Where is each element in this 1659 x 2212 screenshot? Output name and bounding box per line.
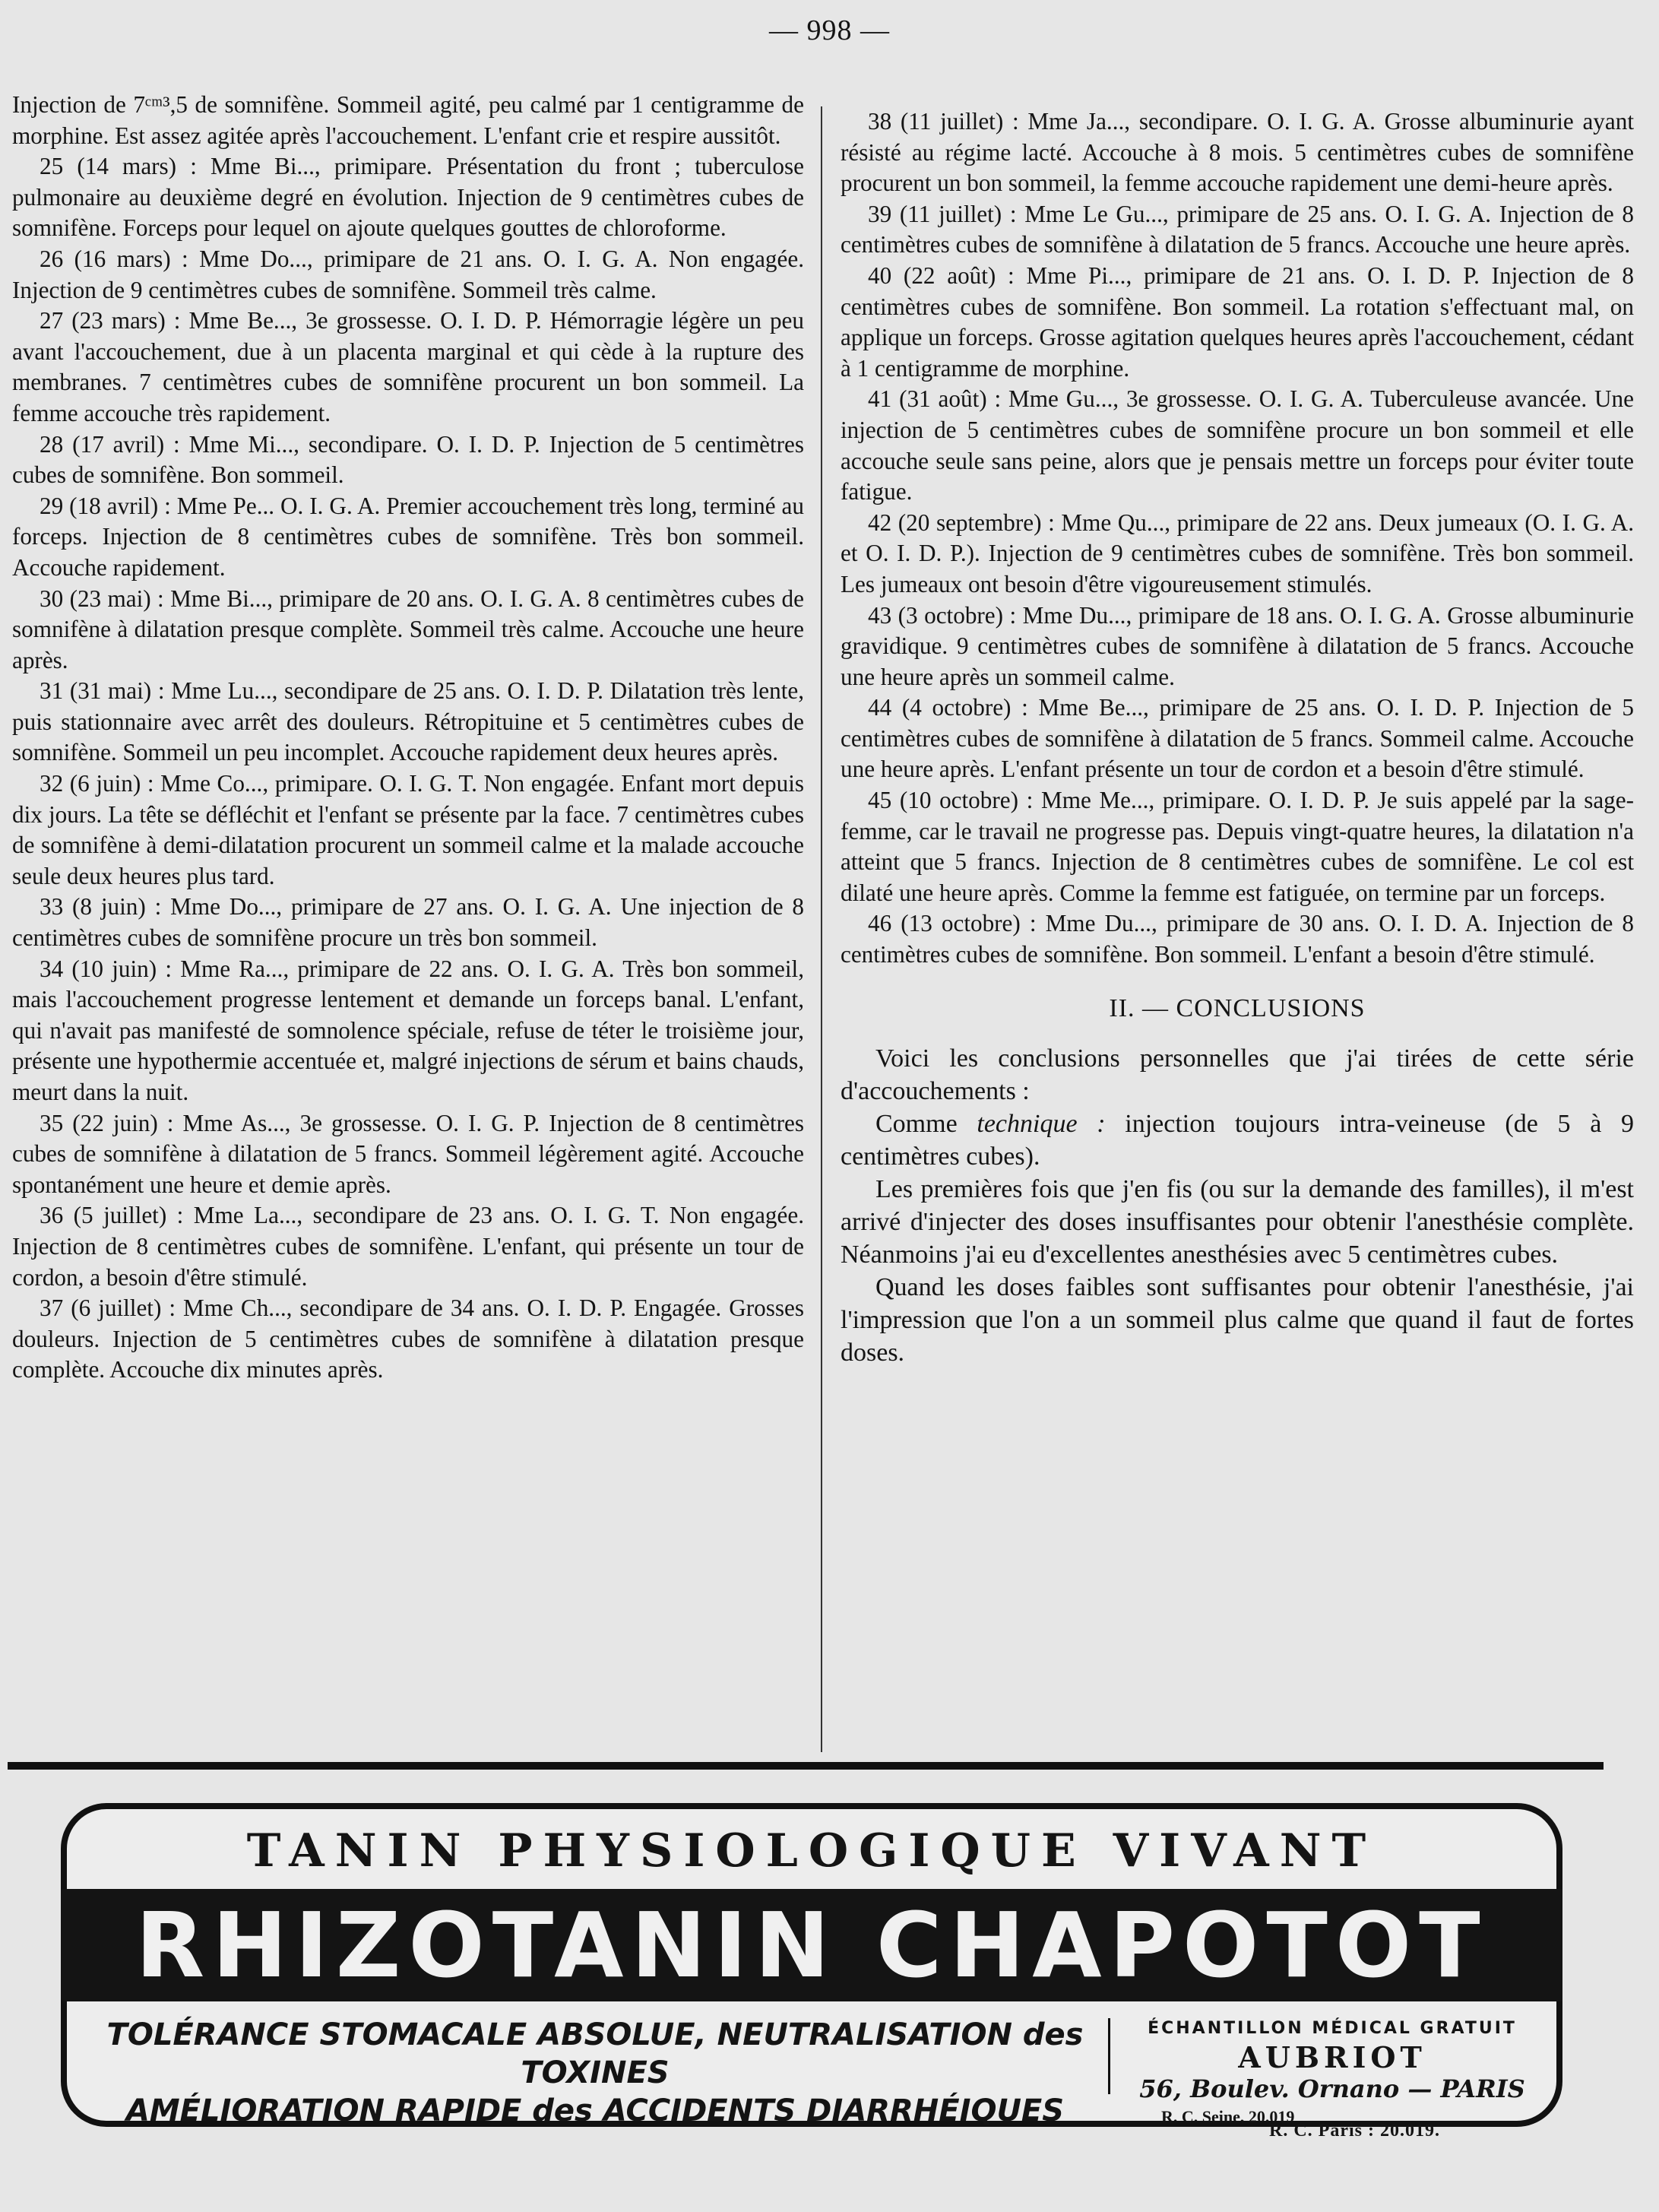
case-paragraph: 32 (6 juin) : Mme Co..., primipare. O. I. G. T. Non engagée. Enfant mort depuis dix jours. La tête se défléchit et l'enfant se présente par la face. 7 centimètres cubes de somnifène à demi-dilatation procurent un sommeil calme et la malade accouche seule deux heures plus tard.: [12, 770, 804, 889]
ad-company: AUBRIOT: [1238, 2040, 1426, 2074]
case-paragraph: 30 (23 mai) : Mme Bi..., primipare de 20 ans. O. I. G. A. 8 centimètres cubes de somnifène à dilatation presque complète. Sommeil très calme. Accouche une heure après.: [12, 585, 804, 673]
case-paragraph: 37 (6 juillet) : Mme Ch..., secondipare de 34 ans. O. I. D. P. Engagée. Grosses douleurs. Injection de 5 centimètres cubes de somnifène à dilatation presque complète. Accouche dix minutes après.: [12, 1295, 804, 1383]
ad-address: 56, Boulev. Ornano — PARIS: [1139, 2074, 1525, 2103]
ad-product-name: RHIZOTANIN CHAPOTOT: [61, 1889, 1562, 2001]
case-paragraph: 36 (5 juillet) : Mme La..., secondipare de 23 ans. O. I. G. T. Non engagée. Injection de 8 centimètres cubes de somnifène. L'enfant, qui présente un tour de cordon, a besoin d'être stimulé.: [12, 1202, 804, 1291]
case-paragraph: 26 (16 mars) : Mme Do..., primipare de 21 ans. O. I. G. A. Non engagée. Injection de 9 centimètres cubes de somnifène. Sommeil très calme.: [12, 245, 804, 303]
conclusion-paragraph: Les premières fois que j'en fis (ou sur la demande des familles), il m'est arrivé d'injecter des doses insuffisantes pour obtenir l'anesthésie complète. Néanmoins j'ai eu d'excellentes anesthésies avec 5 centimètres cubes.: [841, 1175, 1634, 1269]
ad-contact: [1119, 2016, 1545, 2104]
case-paragraph: 41 (31 août) : Mme Gu..., 3e grossesse. O. I. G. A. Tuberculeuse avancée. Une injection de 5 centimètres cubes de somnifène procure un bon sommeil et elle accouche seule sans peine, alors que je pensais mettre un forceps pour éviter toute fatigue.: [841, 385, 1634, 505]
case-paragraph: 27 (23 mars) : Mme Be..., 3e grossesse. O. I. D. P. Hémorragie légère un peu avant l'accouchement, due à un placenta marginal et qui cède à la rupture des membranes. 7 centimètres cubes de somnifène procurent un bon sommeil. La femme accouche très rapidement.: [12, 307, 804, 426]
ad-registration-paris: R. C. Paris : 20.019.: [1269, 2121, 1440, 2141]
ad-sample-offer: ÉCHANTILLON MÉDICAL GRATUIT: [1148, 2019, 1517, 2038]
conclusion-paragraph: Voici les conclusions personnelles que j'ai tirées de cette série d'accouchements :: [841, 1044, 1634, 1106]
case-paragraph: 35 (22 juin) : Mme As..., 3e grossesse. O. I. G. P. Injection de 8 centimètres cubes de somnifène à dilatation de 5 francs. Sommeil légèrement agité. Accouche spontanément une heure et demie après.: [12, 1109, 804, 1198]
case-paragraph: 28 (17 avril) : Mme Mi..., secondipare. O. I. D. P. Injection de 5 centimètres cubes de somnifène. Bon sommeil.: [12, 430, 804, 489]
case-paragraph: Injection de 7ᶜᵐ³,5 de somnifène. Sommeil agité, peu calmé par 1 centigramme de morphine. Est assez agitée après l'accouchement. L'enfant crie et respire aussitôt.: [12, 91, 804, 149]
page-number: — 998 —: [769, 14, 890, 46]
case-paragraph: 43 (3 octobre) : Mme Du..., primipare de 18 ans. O. I. G. A. Grosse albuminurie gravidique. 9 centimètres cubes de somnifène à dilatation de 5 francs. Accouche une heure après un sommeil calme.: [841, 601, 1634, 690]
case-paragraph: 45 (10 octobre) : Mme Me..., primipare. O. I. D. P. Je suis appelé par la sage-femme, car le travail ne progresse pas. Depuis vingt-quatre heures, la dilatation n'a atteint que 5 francs. Injection de 8 centimètres cubes de somnifène. Le col est dilaté une heure après. Comme la femme est fatiguée, on termine par un forceps.: [841, 787, 1634, 906]
case-paragraph: 33 (8 juin) : Mme Do..., primipare de 27 ans. O. I. G. A. Une injection de 8 centimètres cubes de somnifène procure un très bon sommeil.: [12, 893, 804, 952]
advertisement: [61, 1803, 1562, 2127]
section-heading: II. — CONCLUSIONS: [1109, 993, 1366, 1022]
case-paragraph: 46 (13 octobre) : Mme Du..., primipare de 30 ans. O. I. D. A. Injection de 8 centimètres cubes de somnifène. Bon sommeil. L'enfant a besoin d'être stimulé.: [841, 910, 1634, 968]
conclusions-section: [841, 1042, 1634, 1369]
case-paragraph: 29 (18 avril) : Mme Pe... O. I. G. A. Premier accouchement très long, terminé au forceps. Injection de 8 centimètres cubes de somnifène. Très bon sommeil. Accouche rapidement.: [12, 492, 804, 581]
ad-claim-line: TOLÉRANCE STOMACALE ABSOLUE, NEUTRALISATION des TOXINES: [106, 2017, 1084, 2090]
case-paragraph: 44 (4 octobre) : Mme Be..., primipare de 25 ans. O. I. D. P. Injection de 5 centimètres cubes de somnifène à dilatation de 5 francs. Sommeil calme. Accouche une heure après. L'enfant présente un tour de cordon et a besoin d'être stimulé.: [841, 694, 1634, 783]
conclusion-paragraph: [841, 1108, 1634, 1173]
conclusion-lead: Comme: [875, 1110, 958, 1139]
case-paragraph: 39 (11 juillet) : Mme Le Gu..., primipare de 25 ans. O. I. G. A. Injection de 8 centimètres cubes de somnifène à dilatation de 5 francs. Accouche une heure après.: [841, 200, 1634, 258]
case-paragraph: 31 (31 mai) : Mme Lu..., secondipare de 25 ans. O. I. D. P. Dilatation très lente, puis stationnaire avec arrêt des douleurs. Rétropituine et 5 centimètres cubes de somnifène. Sommeil un peu incomplet. Accouche rapidement deux heures après.: [12, 677, 804, 766]
conclusion-paragraph: Quand les doses faibles sont suffisantes pour obtenir l'anesthésie, j'ai l'impression que l'on a un sommeil plus calme que quand il faut de fortes doses.: [841, 1273, 1634, 1367]
conclusion-rest: injection toujours intra-veineuse (de 5 à 9 centimètres cubes).: [841, 1110, 1634, 1171]
case-paragraph: 34 (10 juin) : Mme Ra..., primipare de 22 ans. O. I. G. A. Très bon sommeil, mais l'accouchement progresse lentement et demande un forceps banal. L'enfant, qui n'avait pas manifesté de somnolence spéciale, refuse de téter le troisième jour, présente une hypothermie accentuée et, malgré injections de sérum et bains chauds, meurt dans la nuit.: [12, 955, 804, 1105]
column-divider: [821, 106, 822, 1752]
ad-tagline: TANIN PHYSIOLOGIQUE VIVANT: [246, 1824, 1377, 1878]
ad-claim-line: AMÉLIORATION RAPIDE des ACCIDENTS DIARRHÉIQUES: [125, 2093, 1065, 2128]
ad-brace-divider: [1108, 2018, 1110, 2094]
ad-registration: R. C. Seine, 20.019: [1161, 2107, 1295, 2126]
left-column: [12, 90, 804, 1386]
case-paragraph: 38 (11 juillet) : Mme Ja..., secondipare. O. I. G. A. Grosse albuminurie ayant résisté au régime lacté. Accouche à 8 mois. 5 centimètres cubes de somnifène procurent un bon sommeil, la femme accouche rapidement une demi-heure après.: [841, 108, 1634, 197]
advertisement-rule: [8, 1762, 1604, 1770]
technique-emphasis: technique :: [977, 1110, 1106, 1139]
case-paragraph: 40 (22 août) : Mme Pi..., primipare de 21 ans. O. I. D. P. Injection de 8 centimètres cubes de somnifène. Bon sommeil. La rotation s'effectuant mal, on applique un forceps. Grosse agitation quelques heures après l'accouchement, cédant à 1 centigramme de morphine.: [841, 261, 1634, 382]
case-paragraph: 42 (20 septembre) : Mme Qu..., primipare de 22 ans. Deux jumeaux (O. I. G. A. et O. I. D. P.). Injection de 9 centimètres cubes de somnifène. Très bon sommeil. Les jumeaux ont besoin d'être vigoureusement stimulés.: [841, 509, 1634, 597]
case-paragraph: 25 (14 mars) : Mme Bi..., primipare. Présentation du front ; tuberculose pulmonaire au deuxième degré en évolution. Injection de 9 centimètres cubes de somnifène. Forceps pour lequel on ajoute quelques gouttes de chloroforme.: [12, 153, 804, 242]
right-column: [841, 106, 1634, 1369]
ad-claims: [97, 2016, 1093, 2130]
